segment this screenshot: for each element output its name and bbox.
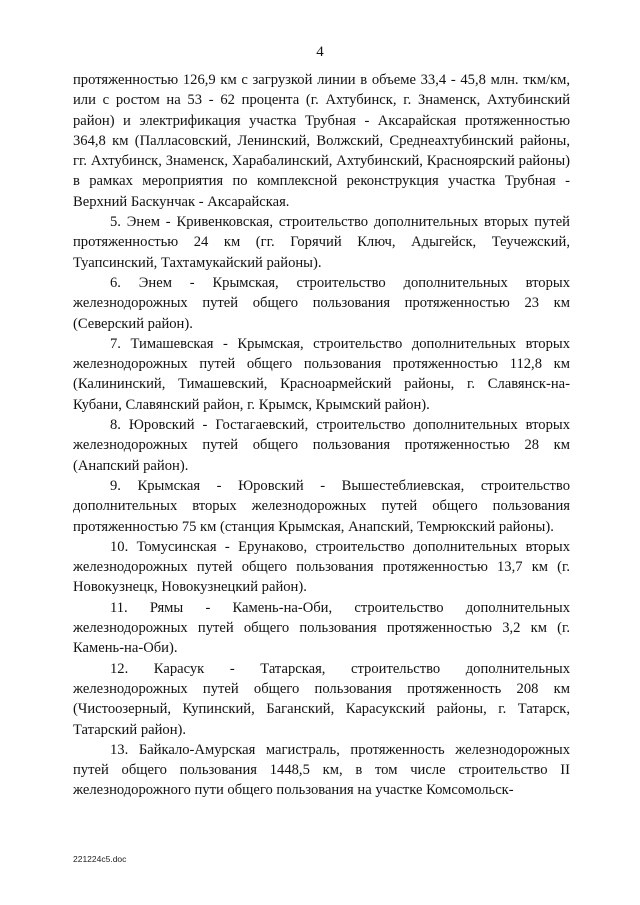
page-number: 4 — [316, 44, 324, 60]
paragraph-item-6: 6. Энем - Крымская, строительство дополнительных вторых железнодорожных путей общего пользования протяженностью 23 км (Северский район). — [73, 274, 570, 332]
paragraph-item-11: 11. Рямы - Камень-на-Оби, строительство дополнительных железнодорожных путей общего пользования протяженностью 3,2 км (г. Камень-на-Оби). — [73, 599, 570, 657]
paragraph-item-13: 13. Байкало-Амурская магистраль, протяженность железнодорожных путей общего пользования 1448,5 км, в том числе строительство II железнодорожного пути общего пользования на участке Комсомольск- — [73, 741, 570, 799]
paragraph-item-8: 8. Юровский - Гостагаевский, строительство дополнительных вторых железнодорожных путей общего пользования протяженностью 28 км (Анапский район). — [73, 417, 570, 474]
document-body — [73, 70, 570, 801]
paragraph-item-12: 12. Карасук - Татарская, строительство дополнительных железнодорожных путей общего пользования протяженность 208 км (Чистоозерный, Купинский, Баганский, Карасукский районы, г. Татарск, Татарский район). — [73, 660, 570, 738]
file-name-footer: 221224c5.doc — [73, 854, 127, 864]
paragraph-item-10: 10. Томусинская - Ерунаково, строительство дополнительных вторых железнодорожных путей общего пользования протяженностью 13,7 км (г. Новокузнецк, Новокузнецкий район). — [73, 538, 570, 596]
paragraph-item-9: 9. Крымская - Юровский - Вышестеблиевская, строительство дополнительных вторых железнодорожных путей общего пользования протяженностью 75 км (станция Крымская, Анапский, Темрюкский районы). — [73, 477, 570, 535]
paragraph-item-5: 5. Энем - Кривенковская, строительство дополнительных вторых путей протяженностью 24 км (гг. Горячий Ключ, Адыгейск, Теучежский, Туапсинский, Тахтамукайский районы). — [73, 214, 570, 271]
paragraph-item-7: 7. Тимашевская - Крымская, строительство дополнительных вторых железнодорожных путей общего пользования протяженностью 112,8 км (Калининский, Тимашевский, Красноармейский районы, г. Славянск-на-Кубани, Славянский район, г. Крымск, Крымский район). — [73, 335, 570, 413]
paragraph-continuation: протяженностью 126,9 км с загрузкой линии в объеме 33,4 - 45,8 млн. ткм/км, или с ростом на 53 - 62 процента (г. Ахтубинск, г. Знаменск, Ахтубинский район) и электрификация участка Трубная - Аксарайская протяженностью 364,8 км (Палласовский, Ленинский, Волжский, Среднеахтубинский районы, гг. Ахтубинск, Знаменск, Харабалинский, Ахтубинский, Красноярский районы) в рамках мероприятия по комплексной реконструкция участка Трубная - Верхний Баскунчак - Аксарайская. — [73, 72, 570, 210]
